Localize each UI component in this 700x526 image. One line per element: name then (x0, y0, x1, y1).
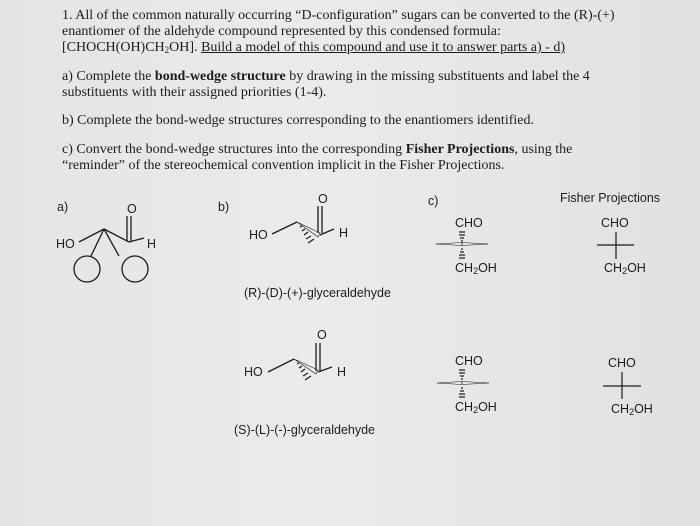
f2-ch2oh-label: $CH_2OH$ (611, 402, 653, 417)
br-h-label: H (339, 226, 349, 240)
part-a-line-2: substituents with their assigned priorities (1-4). (62, 85, 327, 100)
part-b-line-1: b) Complete the bond-wedge structures corresponding to the enantiomers identified. (62, 113, 534, 128)
f1-ch2oh-label: $CH_2OH$ (604, 261, 646, 276)
c1-ch2oh-label: $CH_2OH$ (455, 261, 497, 276)
part-c-line-1: c) Convert the bond-wedge structures into the corresponding Fisher Projections, using the (62, 142, 573, 157)
a-ho-label: HO (56, 237, 75, 251)
f2-cho-label: CHO (608, 356, 636, 370)
bs-ho-label: HO (244, 365, 263, 379)
part-c-line-2: “reminder” of the stereochemical convention implicit in the Fisher Projections. (62, 158, 505, 173)
bs-o-label: O (317, 328, 327, 342)
name-r-glyceraldehyde: (R)-(D)-(+)-glyceraldehyde (244, 286, 391, 300)
question-line-2: enantiomer of the aldehyde compound represented by this condensed formula: (62, 24, 501, 39)
a-o-label: O (127, 202, 137, 216)
part-a-line-1: a) Complete the bond-wedge structure by drawing in the missing substituents and label the 4 (62, 69, 590, 84)
label-b: b) (218, 200, 230, 214)
c2-cho-label: CHO (455, 354, 483, 368)
f1-cho-label: CHO (601, 216, 629, 230)
br-ho-label: HO (249, 228, 268, 242)
question-line-1: 1. All of the common naturally occurring “D-configuration” sugars can be converted to the (R)-(+) (62, 8, 615, 23)
condensed-formula: $[CHOCH(OH)CH_2OH]$. (62, 40, 198, 55)
label-a: a) (57, 200, 69, 214)
fisher-projections-header: Fisher Projections (560, 191, 661, 205)
name-s-glyceraldehyde: (S)-(L)-(-)-glyceraldehyde (234, 423, 375, 437)
label-c: c) (428, 194, 439, 208)
a-h-label: H (147, 237, 157, 251)
br-o-label: O (318, 192, 328, 206)
bs-h-label: H (337, 365, 347, 379)
instruction-underlined: Build a model of this compound and use it to answer parts a) - d) (201, 40, 565, 55)
c1-cho-label: CHO (455, 216, 483, 230)
c2-ch2oh-label: $CH_2OH$ (455, 400, 497, 415)
